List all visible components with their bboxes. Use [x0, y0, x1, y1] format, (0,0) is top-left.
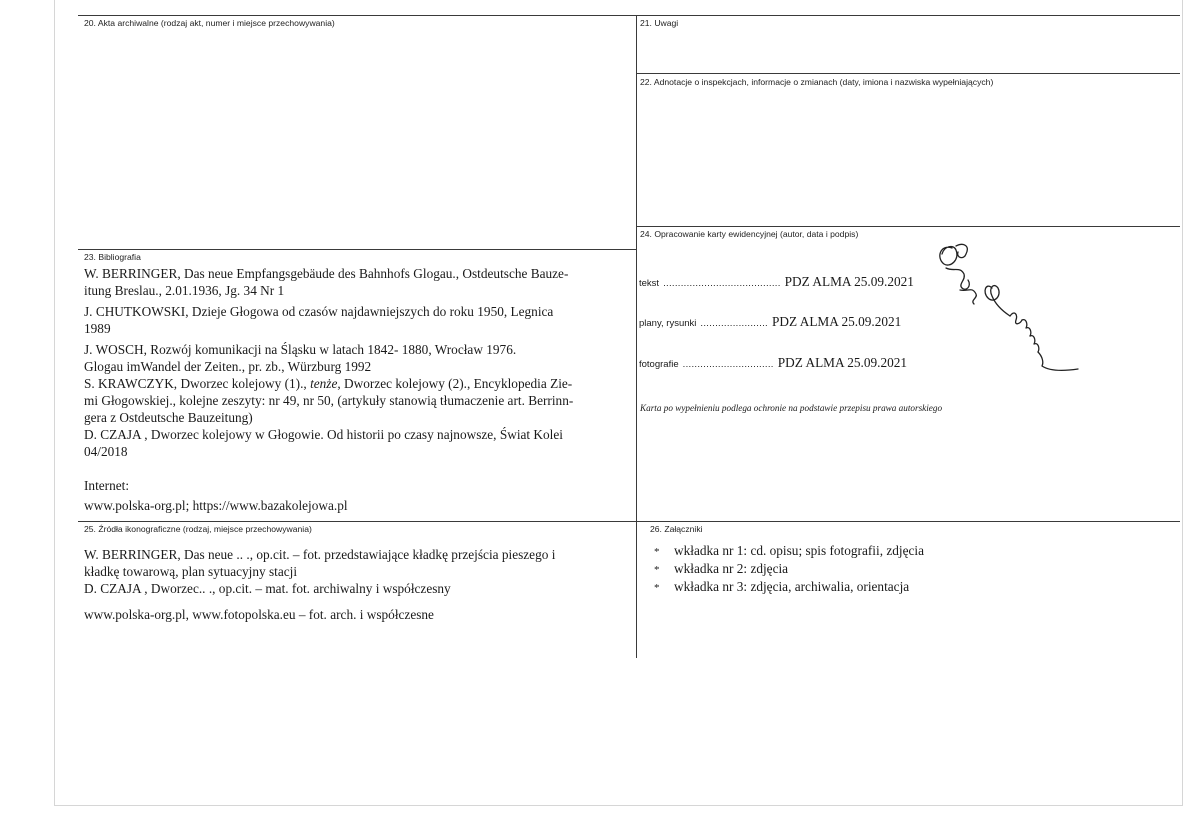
- bibliography-line: J. WOSCH, Rozwój komunikacji na Śląsku w latach 1842- 1880, Wrocław 1976.: [84, 342, 517, 357]
- prep-row-value: PDZ ALMA 25.09.2021: [777, 355, 908, 370]
- prep-row-dots: .......................: [700, 318, 768, 329]
- bibliography-line: J. CHUTKOWSKI, Dzieje Głogowa od czasów najdawniejszych do roku 1950, Legnica: [84, 304, 554, 319]
- bibliography-line: gera z Ostdeutsche Bauzeitung): [84, 410, 253, 425]
- prep-row-key: tekst: [639, 278, 660, 289]
- section-20-label: 20. Akta archiwalne (rodzaj akt, numer i miejsce przechowywania): [84, 18, 335, 28]
- divider-row-25-26: [78, 521, 1180, 522]
- prep-row-drawings: [639, 313, 901, 331]
- bibliography-italic: tenże: [310, 376, 338, 391]
- attachment-item: [654, 543, 924, 559]
- handwritten-signature: [930, 236, 1080, 381]
- source-line: D. CZAJA , Dworzec.. ., op.cit. – mat. fot. archiwalny i współczesny: [84, 581, 451, 596]
- bullet-icon: *: [654, 582, 660, 594]
- center-divider: [636, 15, 637, 658]
- iconographic-sources: [84, 546, 624, 623]
- bibliography-list: [84, 265, 624, 514]
- scan-edge-right: [1182, 0, 1183, 806]
- section-25-label: 25. Źródła ikonograficzne (rodzaj, miejsce przechowywania): [84, 524, 312, 534]
- attachment-text: wkładka nr 3: zdjęcia, archiwalia, orientacja: [674, 579, 910, 594]
- source-line: W. BERRINGER, Das neue .. ., op.cit. – fot. przedstawiające kładkę przejścia pieszego i: [84, 547, 556, 562]
- section-24-label: 24. Opracowanie karty ewidencyjnej (autor, data i podpis): [640, 229, 859, 239]
- top-border: [78, 15, 1180, 16]
- bibliography-line: 1989: [84, 321, 111, 336]
- bullet-icon: *: [654, 564, 660, 576]
- bibliography-text: , Dworzec kolejowy (2)., Encyklopedia Zie-: [337, 376, 573, 391]
- section-22-label: 22. Adnotacje o inspekcjach, informacje o zmianach (daty, imiona i nazwiska wypełniających): [640, 77, 994, 87]
- section-21-label: 21. Uwagi: [640, 18, 679, 28]
- source-line: www.polska-org.pl, www.fotopolska.eu – fot. arch. i współczesne: [84, 607, 434, 622]
- scan-edge-bottom: [54, 805, 1182, 806]
- prep-row-key: plany, rysunki: [639, 318, 697, 329]
- internet-label: Internet:: [84, 478, 130, 493]
- bibliography-line: W. BERRINGER, Das neue Empfangsgebäude des Bahnhofs Glogau., Ostdeutsche Bauze-: [84, 266, 569, 281]
- scan-edge-left: [54, 0, 55, 806]
- prep-row-value: PDZ ALMA 25.09.2021: [784, 274, 914, 289]
- divider-22-24: [636, 226, 1180, 227]
- prep-row-key: fotografie: [639, 359, 679, 370]
- divider-20-23: [78, 249, 636, 250]
- divider-21-22: [636, 73, 1180, 74]
- internet-links: www.polska-org.pl; https://www.bazakolejowa.pl: [84, 498, 348, 513]
- prep-row-text: [639, 273, 914, 291]
- bibliography-text: S. KRAWCZYK, Dworzec kolejowy (1).,: [84, 376, 307, 391]
- bibliography-line: mi Głogowskiej., kolejne zeszyty: nr 49, nr 50, (artykuły stanowią tłumaczenie art. Berrinn-: [84, 393, 574, 408]
- attachment-text: wkładka nr 2: zdjęcia: [674, 561, 789, 576]
- section-26-label: 26. Załączniki: [650, 524, 703, 534]
- bullet-icon: *: [654, 546, 660, 558]
- bibliography-line: itung Breslau., 2.01.1936, Jg. 34 Nr 1: [84, 283, 285, 298]
- bibliography-line: Glogau imWandel der Zeiten., pr. zb., Würzburg 1992: [84, 359, 372, 374]
- bibliography-line: [84, 375, 624, 392]
- prep-row-photos: [639, 354, 907, 372]
- prep-row-dots: ...............................: [682, 359, 774, 370]
- prep-row-dots: ........................................: [663, 278, 781, 289]
- copyright-note: Karta po wypełnieniu podlega ochronie na podstawie przepisu prawa autorskiego: [640, 403, 943, 413]
- section-23-label: 23. Bibliografia: [84, 252, 141, 262]
- prep-row-value: PDZ ALMA 25.09.2021: [772, 314, 902, 329]
- bibliography-line: D. CZAJA , Dworzec kolejowy w Głogowie. Od historii po czasy najnowsze, Świat Kolei: [84, 427, 563, 442]
- attachment-item: [654, 579, 909, 595]
- source-line: kładkę towarową, plan sytuacyjny stacji: [84, 564, 298, 579]
- attachment-text: wkładka nr 1: cd. opisu; spis fotografii, zdjęcia: [674, 543, 924, 558]
- attachment-item: [654, 561, 788, 577]
- bibliography-line: 04/2018: [84, 444, 128, 459]
